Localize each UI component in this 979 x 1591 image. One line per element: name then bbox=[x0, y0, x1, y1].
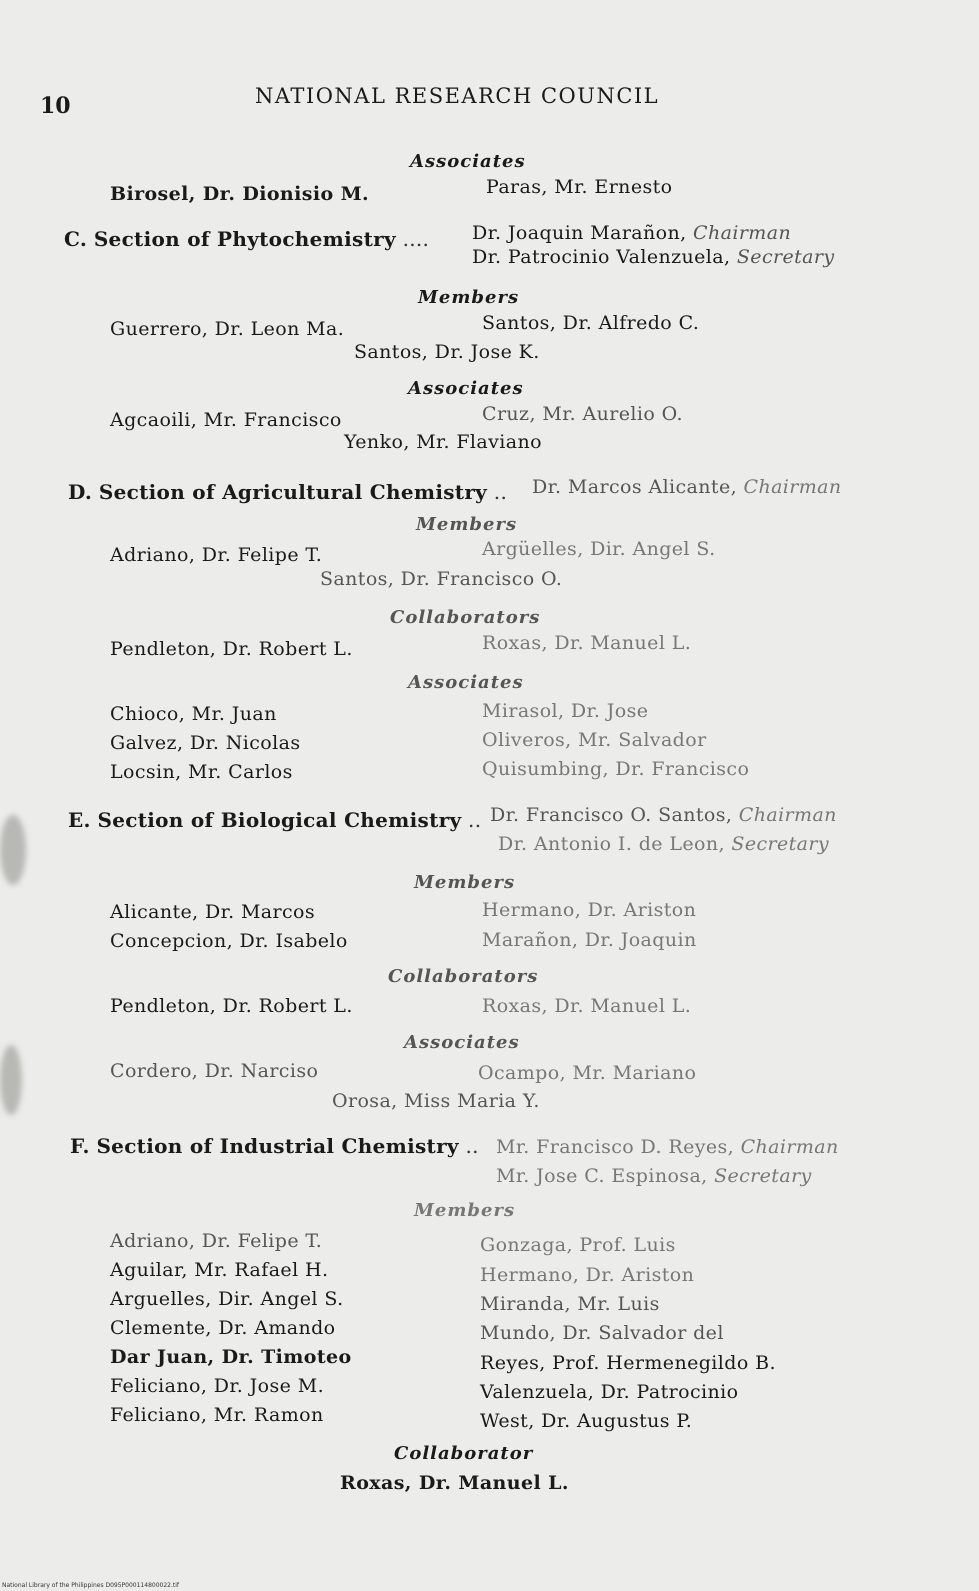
section-c-secretary bbox=[472, 246, 835, 268]
member: Feliciano, Mr. Ramon bbox=[110, 1404, 324, 1426]
member: Dar Juan, Dr. Timoteo bbox=[110, 1346, 352, 1368]
collaborators-label: Collaborators bbox=[388, 966, 539, 987]
section-d-title: Section of Agricultural Chemistry bbox=[98, 480, 488, 504]
member: Feliciano, Dr. Jose M. bbox=[110, 1375, 325, 1397]
chairman-role: Chairman bbox=[743, 476, 842, 498]
section-c-letter: C. bbox=[64, 227, 88, 251]
member: Hermano, Dr. Ariston bbox=[480, 1264, 695, 1286]
member: Miranda, Mr. Luis bbox=[480, 1293, 660, 1315]
associate: Mirasol, Dr. Jose bbox=[482, 700, 649, 722]
member: Santos, Dr. Jose K. bbox=[354, 341, 540, 363]
member: Argüelles, Dir. Angel S. bbox=[482, 538, 716, 560]
associate: Cordero, Dr. Narciso bbox=[110, 1060, 319, 1082]
section-f-letter: F. bbox=[70, 1134, 90, 1158]
secretary-role: Secretary bbox=[736, 246, 835, 268]
collaborators-label: Collaborators bbox=[390, 607, 541, 628]
associate: Agcaoili, Mr. Francisco bbox=[110, 409, 342, 431]
member: Alicante, Dr. Marcos bbox=[110, 901, 316, 923]
section-e-letter: E. bbox=[68, 808, 91, 832]
section-f-leader: .. bbox=[465, 1134, 479, 1158]
associate: Ocampo, Mr. Mariano bbox=[478, 1062, 697, 1084]
section-d-letter: D. bbox=[68, 480, 93, 504]
scan-blot bbox=[0, 1045, 22, 1115]
collaborator: Pendleton, Dr. Robert L. bbox=[110, 995, 353, 1017]
section-c-heading bbox=[64, 227, 429, 251]
collaborator: Roxas, Dr. Manuel L. bbox=[482, 632, 692, 654]
members-label: Members bbox=[414, 872, 516, 893]
member: Reyes, Prof. Hermenegildo B. bbox=[480, 1352, 776, 1374]
scan-footer: National Library of the Philippines D095P000114800022.tif bbox=[2, 1582, 180, 1589]
associates-label: Associates bbox=[410, 151, 526, 172]
scan-blot bbox=[0, 815, 26, 885]
chairman-name: Mr. Francisco D. Reyes, bbox=[496, 1136, 735, 1158]
member: Adriano, Dr. Felipe T. bbox=[110, 544, 323, 566]
associate: Quisumbing, Dr. Francisco bbox=[482, 758, 750, 780]
associate: Locsin, Mr. Carlos bbox=[110, 761, 293, 783]
member: Arguelles, Dir. Angel S. bbox=[110, 1288, 344, 1310]
member: Santos, Dr. Francisco O. bbox=[320, 568, 563, 590]
collaborator: Pendleton, Dr. Robert L. bbox=[110, 638, 353, 660]
secretary-role: Secretary bbox=[714, 1165, 812, 1187]
section-d-chairman bbox=[532, 476, 842, 498]
running-title: NATIONAL RESEARCH COUNCIL bbox=[255, 84, 660, 108]
section-e-chairman bbox=[490, 804, 837, 826]
associate: Yenko, Mr. Flaviano bbox=[344, 431, 542, 453]
chairman-name: Dr. Francisco O. Santos, bbox=[490, 804, 733, 826]
secretary-role: Secretary bbox=[731, 833, 830, 855]
section-c-title: Section of Phytochemistry bbox=[93, 227, 396, 251]
associate: Galvez, Dr. Nicolas bbox=[110, 732, 301, 754]
member: Mundo, Dr. Salvador del bbox=[480, 1322, 724, 1344]
section-e-title: Section of Biological Chemistry bbox=[97, 808, 462, 832]
member: Guerrero, Dr. Leon Ma. bbox=[110, 318, 345, 340]
page-number: 10 bbox=[40, 93, 71, 119]
associate: Oliveros, Mr. Salvador bbox=[482, 729, 707, 751]
member: Santos, Dr. Alfredo C. bbox=[482, 312, 700, 334]
members-label: Members bbox=[418, 287, 520, 308]
associate-right: Paras, Mr. Ernesto bbox=[486, 176, 673, 198]
collaborator-label: Collaborator bbox=[394, 1443, 534, 1464]
section-f-heading bbox=[70, 1134, 479, 1158]
secretary-name: Mr. Jose C. Espinosa, bbox=[496, 1165, 708, 1187]
chairman-name: Dr. Marcos Alicante, bbox=[532, 476, 738, 498]
section-c-leader: .... bbox=[402, 227, 430, 251]
chairman-role: Chairman bbox=[738, 804, 837, 826]
section-f-title: Section of Industrial Chemistry bbox=[96, 1134, 459, 1158]
members-label: Members bbox=[414, 1200, 516, 1221]
member: Clemente, Dr. Amando bbox=[110, 1317, 336, 1339]
member: Gonzaga, Prof. Luis bbox=[480, 1234, 676, 1256]
section-e-secretary bbox=[498, 833, 829, 855]
section-e-heading bbox=[68, 808, 481, 832]
member: Adriano, Dr. Felipe T. bbox=[110, 1230, 323, 1252]
section-e-leader: .. bbox=[468, 808, 482, 832]
associates-label: Associates bbox=[404, 1032, 520, 1053]
associates-label: Associates bbox=[408, 672, 524, 693]
associate: Chioco, Mr. Juan bbox=[110, 703, 277, 725]
associates-label: Associates bbox=[408, 378, 524, 399]
member: Valenzuela, Dr. Patrocinio bbox=[480, 1381, 739, 1403]
chairman-name: Dr. Joaquin Marañon, bbox=[472, 222, 687, 244]
section-c-chairman bbox=[472, 222, 791, 244]
collaborator: Roxas, Dr. Manuel L. bbox=[482, 995, 692, 1017]
section-d-heading bbox=[68, 480, 507, 504]
members-label: Members bbox=[416, 514, 518, 535]
section-d-leader: .. bbox=[493, 480, 508, 504]
member: West, Dr. Augustus P. bbox=[480, 1410, 693, 1432]
member: Concepcion, Dr. Isabelo bbox=[110, 930, 348, 952]
secretary-name: Dr. Antonio I. de Leon, bbox=[498, 833, 725, 855]
member: Hermano, Dr. Ariston bbox=[482, 899, 697, 921]
associate-left: Birosel, Dr. Dionisio M. bbox=[110, 183, 370, 205]
secretary-name: Dr. Patrocinio Valenzuela, bbox=[472, 246, 731, 268]
associate: Orosa, Miss Maria Y. bbox=[332, 1090, 540, 1112]
section-f-secretary bbox=[496, 1165, 812, 1187]
chairman-role: Chairman bbox=[740, 1136, 839, 1158]
chairman-role: Chairman bbox=[693, 222, 792, 244]
associate: Cruz, Mr. Aurelio O. bbox=[482, 403, 683, 425]
collaborator: Roxas, Dr. Manuel L. bbox=[340, 1472, 569, 1494]
member: Marañon, Dr. Joaquin bbox=[482, 929, 697, 951]
member: Aguilar, Mr. Rafael H. bbox=[110, 1259, 329, 1281]
section-f-chairman bbox=[496, 1136, 839, 1158]
